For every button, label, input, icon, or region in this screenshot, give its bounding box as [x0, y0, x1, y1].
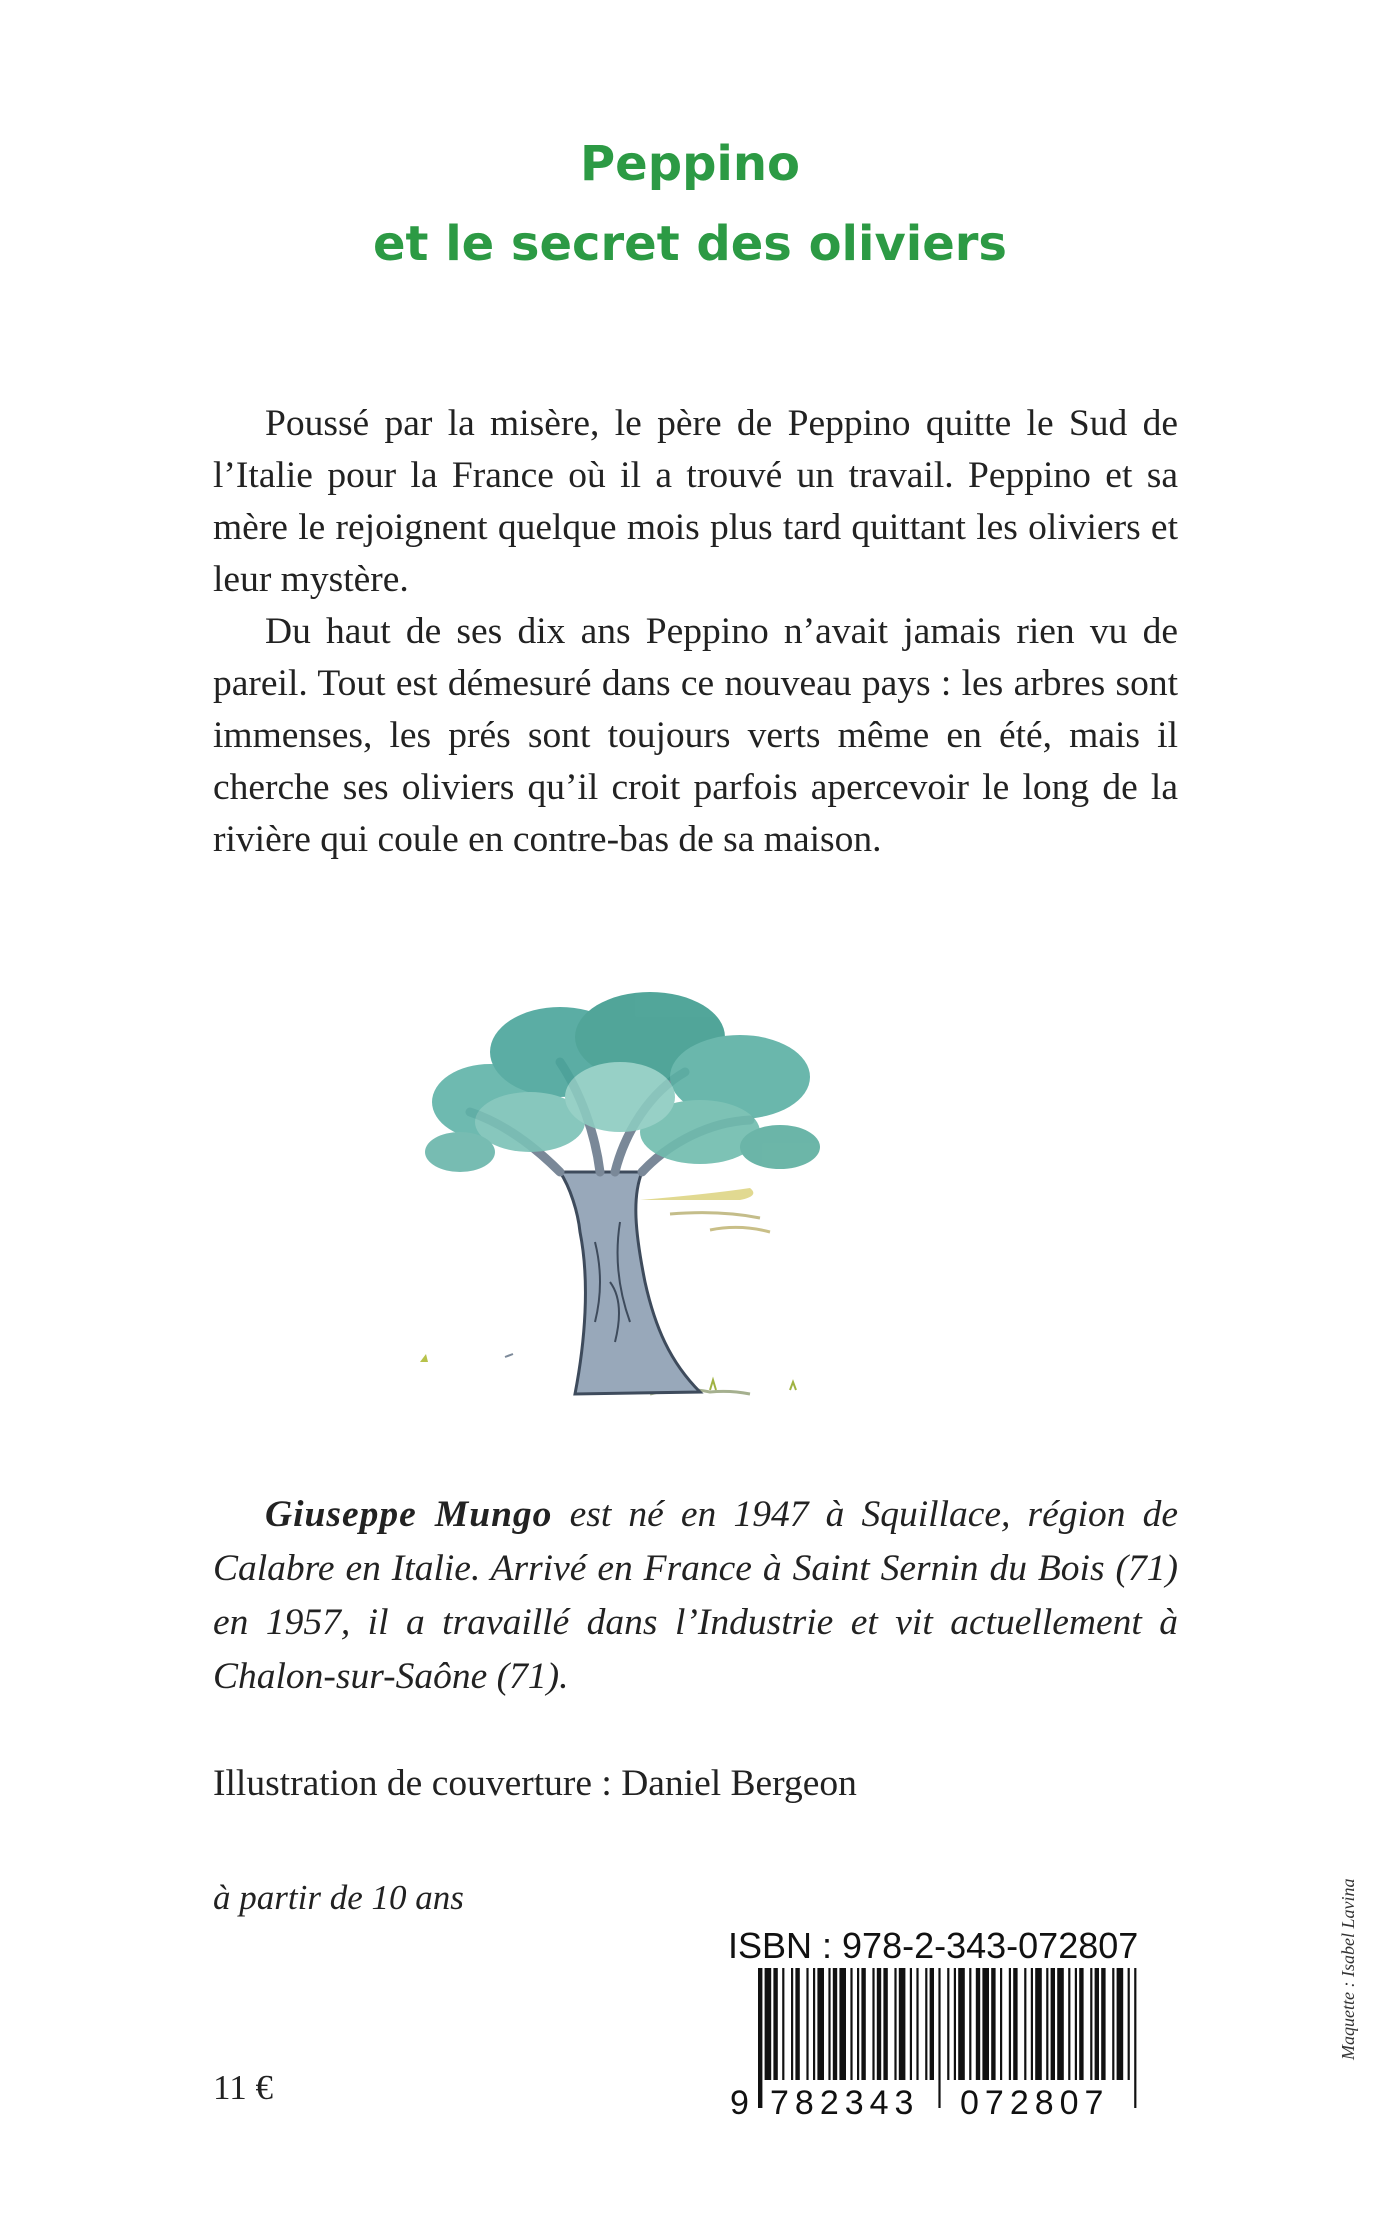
- barcode-bar: [833, 1968, 837, 2080]
- author-bio-text: est né en 1947 à Squillace, région de Calabre en Italie. Arrivé en France à Saint Sernin du Bois (71) en 1957, il a travaillé dans l’Industrie et vit actuellement à Chalon-sur-Saône (71).: [213, 1494, 1178, 1697]
- barcode-bar: [857, 1968, 859, 2080]
- barcode-bar: [1000, 1968, 1002, 2080]
- barcode-left-digits: 782343: [770, 2084, 920, 2118]
- barcode-bar: [976, 1968, 980, 2080]
- barcode-bar: [813, 1968, 815, 2080]
- barcode-bar: [773, 1968, 777, 2080]
- barcode-first-digit: 9: [730, 2084, 749, 2118]
- barcode-bar: [1117, 1968, 1124, 2080]
- barcode-bar: [930, 1968, 934, 2080]
- barcode-bar: [1068, 1968, 1070, 2080]
- isbn-barcode: [728, 1968, 1148, 2118]
- barcode-bar: [1112, 1968, 1114, 2080]
- barcode-bar: [916, 1968, 918, 2080]
- barcode-bar: [947, 1968, 949, 2080]
- barcode-bar: [795, 1968, 799, 2080]
- barcode-bar: [1128, 1968, 1130, 2080]
- price: 11 €: [213, 2068, 273, 2107]
- barcode-bar: [828, 1968, 830, 2080]
- synopsis-paragraph-2: Du haut de ses dix ans Peppino n’avait jamais rien vu de pareil. Tout est démesuré dans ce nouveau pays : les arbres sont immenses, les prés sont toujours verts même en été, mais il cherche ses oliviers qu’il croit parfois apercevoir le long de la rivière qui coule en contre-bas de sa maison.: [213, 611, 1178, 860]
- barcode-bar: [850, 1968, 852, 2080]
- barcode-bar: [1009, 1968, 1011, 2080]
- barcode-bar: [910, 1968, 912, 2080]
- barcode-bar: [1051, 1968, 1055, 2080]
- barcode-bar: [877, 1968, 881, 2080]
- barcode-bar: [817, 1968, 824, 2080]
- barcode-bar: [839, 1968, 846, 2080]
- barcode-bar: [883, 1968, 887, 2080]
- author-bio: [213, 1488, 1178, 1704]
- book-subtitle: et le secret des oliviers: [372, 216, 1007, 272]
- barcode-bar: [861, 1968, 865, 2080]
- barcode-bar: [1090, 1968, 1092, 2080]
- barcode-bar: [954, 1968, 956, 2080]
- barcode-bar: [806, 1968, 808, 2080]
- barcode-bar: [765, 1968, 772, 2080]
- synopsis-paragraph-1: Poussé par la misère, le père de Peppino quitte le Sud de l’Italie pour la France où il a trouvé un travail. Peppino et sa mère le rejoignent quelque mois plus tard quittant les oliviers et leur mystère.: [213, 403, 1178, 600]
- layout-credit: Maquette : Isabel Lavina: [1338, 1878, 1358, 2060]
- olive-tree-illustration: [410, 982, 860, 1422]
- barcode-bar: [1046, 1968, 1048, 2080]
- barcode-bar: [982, 1968, 989, 2080]
- barcode-bar: [872, 1968, 874, 2080]
- age-range: à partir de 10 ans: [213, 1878, 464, 1917]
- barcode-bar: [1024, 1968, 1026, 2080]
- barcode-bar: [1079, 1968, 1083, 2080]
- barcode-bar: [782, 1968, 784, 2080]
- barcode-bar: [791, 1968, 793, 2080]
- barcode-bar: [894, 1968, 896, 2080]
- barcode-bar: [958, 1968, 965, 2080]
- synopsis: [213, 398, 1178, 866]
- barcode-bar: [1035, 1968, 1042, 2080]
- book-title: Peppino: [579, 136, 801, 192]
- barcode-bar: [899, 1968, 906, 2080]
- isbn-label: ISBN : 978-2-343-072807: [728, 1925, 1139, 1966]
- barcode-right-digits: 072807: [960, 2084, 1110, 2118]
- barcode-bar: [1095, 1968, 1099, 2080]
- barcode-bar: [1075, 1968, 1077, 2080]
- barcode-bar: [991, 1968, 995, 2080]
- barcode-bar: [1101, 1968, 1105, 2080]
- illustration-credit: Illustration de couverture : Daniel Bergeon: [213, 1763, 857, 1804]
- barcode-bar: [1013, 1968, 1017, 2080]
- barcode-bar: [1031, 1968, 1033, 2080]
- barcode-bar: [938, 1968, 940, 2108]
- barcode-bar: [1134, 1968, 1136, 2108]
- barcode-bar: [1057, 1968, 1064, 2080]
- barcode-bar: [925, 1968, 927, 2080]
- barcode-bar: [758, 1968, 762, 2108]
- barcode-bar: [969, 1968, 971, 2080]
- author-name: Giuseppe Mungo: [265, 1494, 553, 1535]
